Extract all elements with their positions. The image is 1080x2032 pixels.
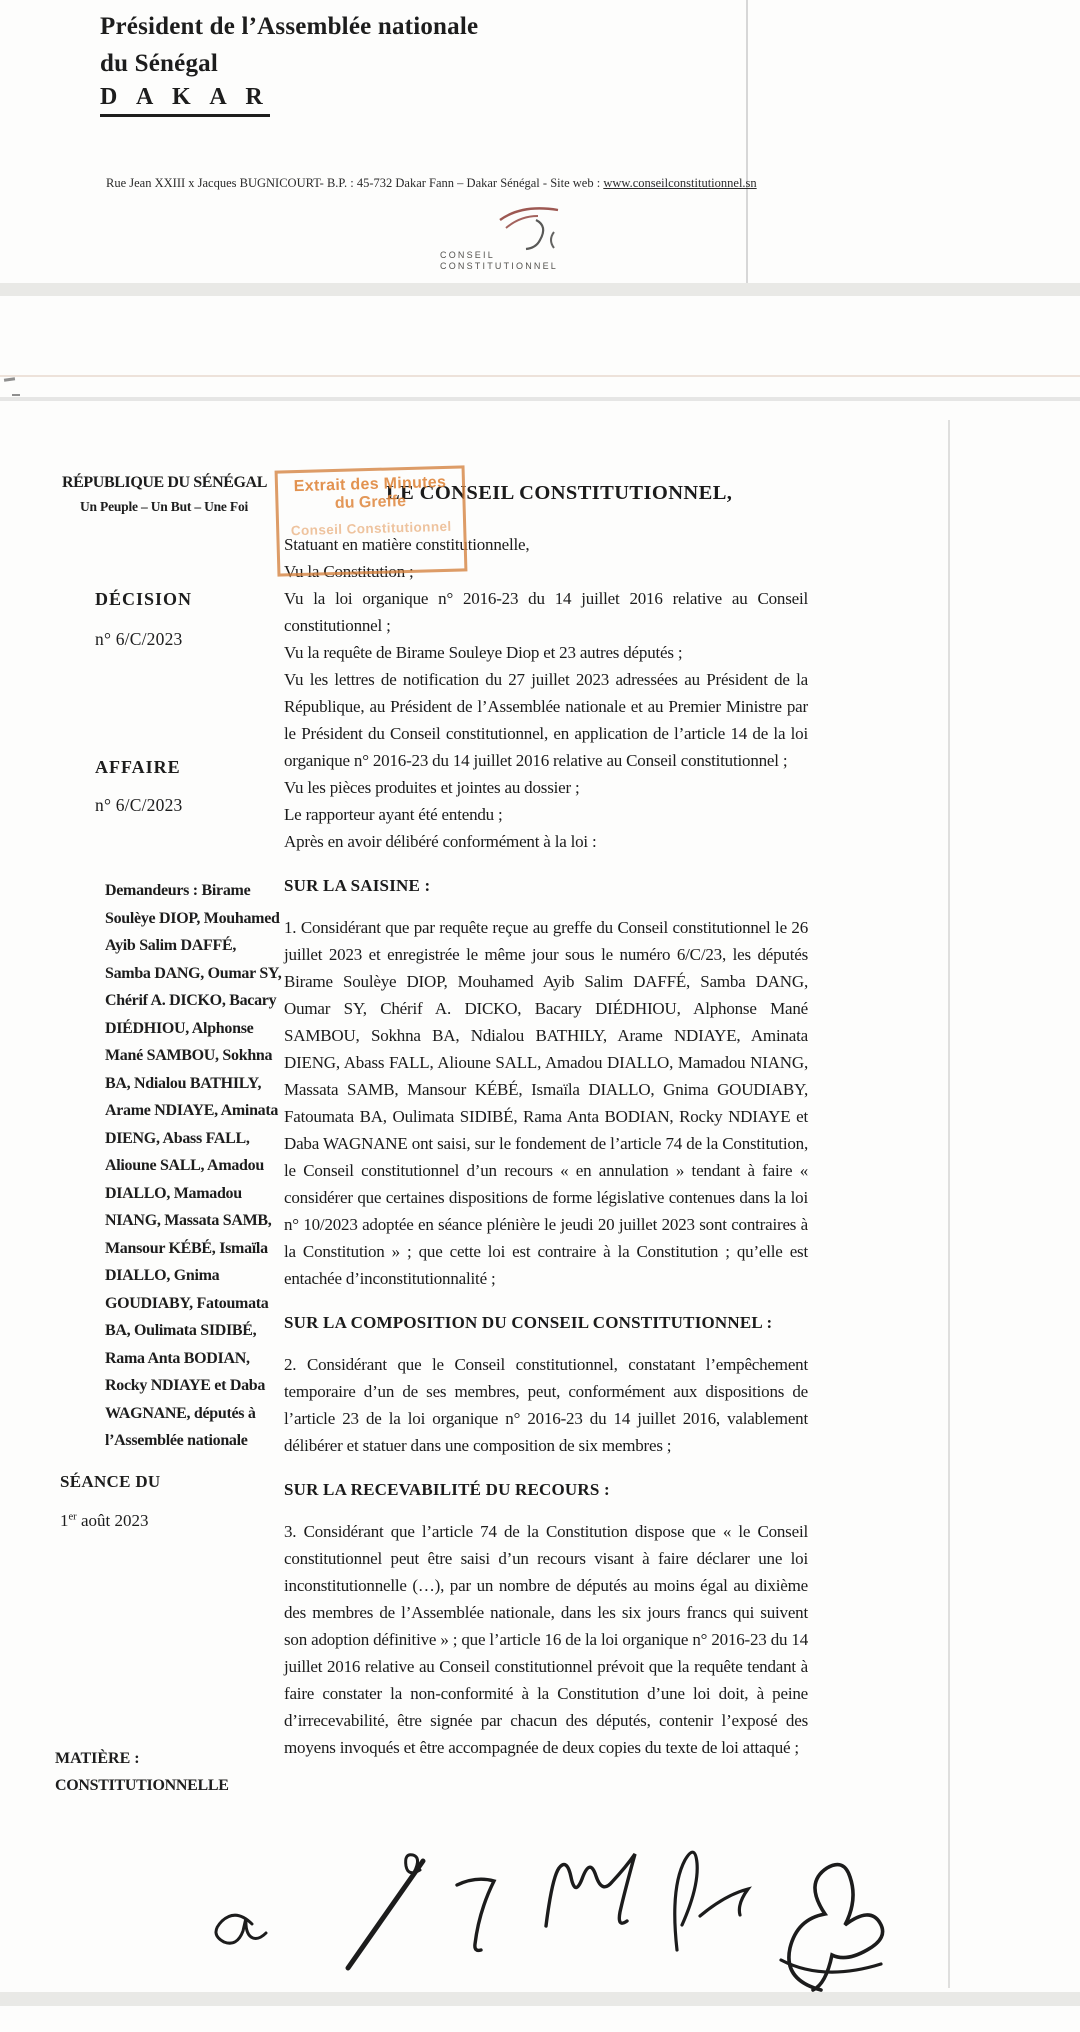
letterhead-city: D A K A R: [100, 84, 270, 117]
letterhead-address: [106, 176, 757, 191]
visa-line: Vu la requête de Birame Souleye Diop et 23 autres députés ;: [284, 643, 683, 662]
signatures-row: [180, 1828, 890, 2003]
body-heading: LE CONSEIL CONSTITUTIONNEL,: [386, 482, 733, 504]
seance-date: [60, 1511, 148, 1531]
section-heading: SUR LA RECEVABILITÉ DU RECOURS :: [284, 1480, 610, 1499]
scan-mark: [4, 377, 15, 382]
fold-line: [746, 0, 748, 283]
section-heading: SUR LA COMPOSITION DU CONSEIL CONSTITUTIONNEL :: [284, 1313, 773, 1332]
scan-hairline: [0, 375, 1080, 377]
seance-label: SÉANCE DU: [60, 1472, 161, 1491]
signature-mark: [700, 1889, 748, 1916]
visa-line: Vu la Constitution ;: [284, 562, 414, 581]
signature-mark: [457, 1879, 494, 1950]
scan-mark: [12, 394, 20, 396]
decision-label: DÉCISION: [95, 589, 193, 609]
visa-line: Vu les lettres de notification du 27 juillet 2023 adressées au Président de la République, au Président de l’Assemblée nationale et au Premier Ministre par le Président du Conseil constitutionnel, en application de l’article 14 de la loi organique n° 2016-23 du 14 juillet 2016 relative au Conseil constitutionnel ;: [284, 670, 808, 770]
seance-month-year: août 2023: [76, 1511, 149, 1530]
logo-swoosh-icon: [492, 206, 572, 254]
decision-body: [284, 480, 808, 1765]
visa-line: Après en avoir délibéré conformément à la loi :: [284, 832, 597, 851]
visa-line: Le rapporteur ayant été entendu ;: [284, 805, 503, 824]
section-heading: SUR LA SAISINE :: [284, 876, 431, 895]
section-saisine: [284, 872, 808, 1292]
considerant-2: 2. Considérant que le Conseil constitutionnel, constatant l’empêchement temporaire d’un de ses membres, peut, conformément aux dispositions de l’article 23 de la loi organique n° 2016-23 du 14 juillet 2016, valablement délibérer et statuer dans une composition de six membres ;: [284, 1355, 808, 1455]
stamp-line1: Extrait des Minutes: [293, 473, 447, 496]
visa-line: Statuant en matière constitutionnelle,: [284, 535, 530, 554]
letterhead-title-line2: du Sénégal: [100, 50, 219, 77]
logo-wordmark: [440, 250, 558, 272]
signature-mark: [675, 1852, 697, 1950]
considerant-3: 3. Considérant que l’article 74 de la Constitution dispose que « le Conseil constitutionnel peut être saisi d’un recours visant à faire déclarer une loi inconstitutionnelle (…), par un nombre de députés au moins égal au dixième des membres de l’Assemblée nationale, dans les six jours francs qui suivent son adoption définitive » ; que l’article 16 de la loi organique n° 2016-23 du 14 juillet 2016 relative au Conseil constitutionnel prévoit que la requête tendant à faire constater la non-conformité à la Constitution d’une loi doit, à peine d’irrecevabilité, être signée par chacun des députés, contenir l’exposé des moyens invoqués et être accompagnée de deux copies du texte de loi attaqué ;: [284, 1522, 808, 1757]
visas-block: [284, 531, 808, 855]
considerant-1: 1. Considérant que par requête reçue au greffe du Conseil constitutionnel le 26 juillet 2023 et enregistrée le même jour sous le numéro 6/C/23, les députés Birame Soulèye DIOP, Mouhamed Ayib Salim DAFFÉ, Samba DANG, Oumar SY, Chérif A. DICKO, Bacary DIÉDHIOU, Alphonse Mané SAMBOU, Sokhna BA, Ndialou BATHILY, Arame NDIAYE, Aminata DIENG, Abass FALL, Alioune SALL, Amadou DIALLO, Mamadou NIANG, Massata SAMB, Mansour KÉBÉ, Ismaïla DIALLO, Gnima GOUDIABY, Fatoumata BA, Oulimata SIDIBÉ, Rama Anta BODIAN, Rocky NDIAYE et Daba WAGNANE ont saisi, sur le fondement de l’article 74 de la Constitution, le Conseil constitutionnel d’un recours « en annulation » tendant à faire « considérer que certaines dispositions de forme législative contenues dans la loi n° 10/2023 adoptée en séance plénière le jeudi 20 juillet 2023 sont contraires à la Constitution » ; que cette loi est contraire à la Constitution ; qu’elle est entachée d’inconstitutionnalité ;: [284, 918, 808, 1288]
logo-line1: CONSEIL: [440, 250, 495, 260]
signature-mark: [216, 1915, 266, 1943]
letterhead-title: [100, 8, 478, 82]
signature-mark: [406, 1855, 420, 1878]
logo-line2: CONSTITUTIONNEL: [440, 261, 559, 271]
scan-band-top: [0, 283, 1080, 296]
visa-line: Vu les pièces produites et jointes au dossier ;: [284, 778, 580, 797]
national-motto: Un Peuple – Un But – Une Foi: [80, 499, 249, 514]
website-link: www.conseilconstitutionnel.sn: [603, 176, 757, 190]
seance-day: 1: [60, 1511, 69, 1530]
section-recevabilite: [284, 1476, 808, 1761]
matiere-label: MATIÈRE :: [55, 1750, 140, 1767]
letterhead-title-line1: Président de l’Assemblée nationale: [100, 13, 479, 40]
scan-hairline: [0, 397, 1080, 401]
matiere-value: CONSTITUTIONNELLE: [55, 1777, 229, 1794]
fold-line: [948, 420, 950, 1988]
stamp-line3: Conseil Constitutionnel: [290, 518, 452, 539]
affaire-label: AFFAIRE: [95, 757, 181, 777]
seance-day-suffix: er: [68, 1511, 77, 1523]
stamp-line2: du Greffe: [334, 493, 407, 512]
greffe-stamp: [275, 465, 468, 576]
signature-mark: [546, 1854, 635, 1926]
decision-number: n° 6/C/2023: [95, 629, 183, 649]
demandeurs-list: Demandeurs : Birame Soulèye DIOP, Mouhamed Ayib Salim DAFFÉ, Samba DANG, Oumar SY, Chérif A. DICKO, Bacary DIÉDHIOU, Alphonse Mané SAMBOU, Sokhna BA, Ndialou BATHILY, Arame NDIAYE, Aminata DIENG, Abass FALL, Alioune SALL, Amadou DIALLO, Mamadou NIANG, Massata SAMB, Mansour KÉBÉ, Ismaïla DIALLO, Gnima GOUDIABY, Fatoumata BA, Oulimata SIDIBÉ, Rama Anta BODIAN, Rocky NDIAYE et Daba WAGNANE, députés à l’Assemblée nationale: [105, 882, 282, 1449]
visa-line: Vu la loi organique n° 2016-23 du 14 juillet 2016 relative au Conseil constitutionnel ;: [284, 589, 808, 635]
republic-title: RÉPUBLIQUE DU SÉNÉGAL: [62, 474, 267, 491]
address-text: Rue Jean XXIII x Jacques BUGNICOURT- B.P. : 45-732 Dakar Fann – Dakar Sénégal - Site web :: [106, 176, 604, 190]
affaire-number: n° 6/C/2023: [95, 795, 183, 815]
section-composition: [284, 1309, 808, 1459]
